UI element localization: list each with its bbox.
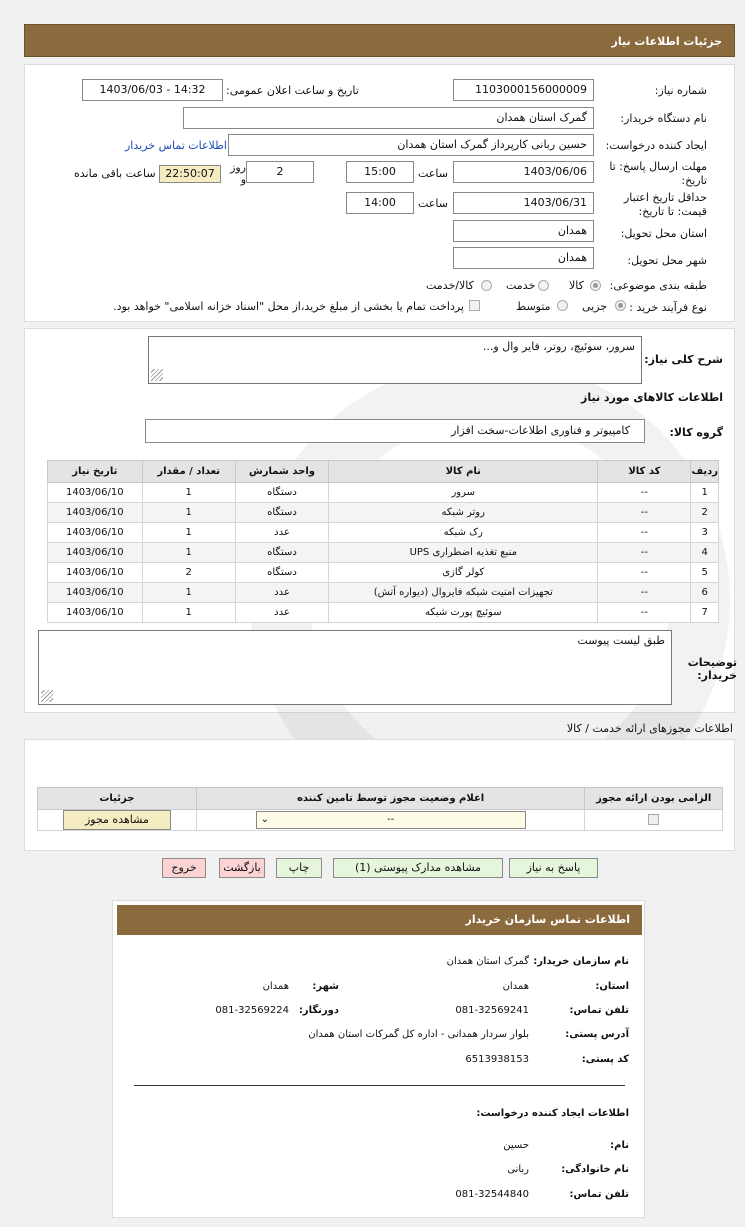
cell-name: تجهیزات امنیت شبکه فایروال (دیواره آتش)	[329, 583, 598, 603]
col-code: کد کالا	[598, 461, 691, 483]
details-cell	[38, 810, 197, 831]
need-number-label: شماره نیاز:	[654, 84, 707, 97]
table-row	[48, 603, 719, 623]
cell-unit: دستگاه	[235, 503, 328, 523]
reply-deadline-label: مهلت ارسال پاسخ: تا تاریخ:	[609, 160, 707, 187]
cell-name: کولر گازی	[329, 563, 598, 583]
permits-table	[37, 787, 723, 831]
print-button[interactable]: چاپ	[276, 858, 322, 878]
table-row	[48, 543, 719, 563]
contact-city-value: همدان	[262, 981, 289, 992]
cell-name: سرور	[329, 483, 598, 503]
family-value: ربانی	[507, 1164, 529, 1175]
description-text: سرور، سوئیچ، روتر، فایر وال و...	[482, 340, 635, 353]
cell-date: 1403/06/10	[48, 583, 143, 603]
status-cell	[196, 810, 585, 831]
cell-name: رک شبکه	[329, 523, 598, 543]
goods-section-title: اطلاعات کالاهای مورد نیاز	[581, 391, 723, 404]
cell-row: 3	[691, 523, 719, 543]
price-time-label: ساعت	[418, 197, 448, 210]
reply-time-label: ساعت	[418, 167, 448, 180]
contact-title: اطلاعات تماس سازمان خریدار	[465, 913, 630, 926]
cell-row: 1	[691, 483, 719, 503]
cell-name: منبع تغذیه اضطراری UPS	[329, 543, 598, 563]
announce-label: تاریخ و ساعت اعلان عمومی:	[226, 84, 359, 97]
reply-time-field[interactable]: 15:00	[346, 161, 414, 183]
category-radio-service[interactable]	[538, 280, 549, 291]
cell-unit: عدد	[235, 523, 328, 543]
buyer-contact-link[interactable]: اطلاعات تماس خریدار	[125, 139, 227, 152]
category-label: طبقه بندی موضوعی:	[609, 279, 707, 292]
buyer-field[interactable]: گمرک استان همدان	[183, 107, 594, 129]
cell-name: روتر شبکه	[329, 503, 598, 523]
province-label: استان محل تحویل:	[620, 227, 707, 240]
cell-date: 1403/06/10	[48, 563, 143, 583]
page-title: جزئیات اطلاعات نیاز	[611, 35, 722, 48]
cell-unit: عدد	[235, 583, 328, 603]
table-row	[48, 583, 719, 603]
postal-label: کد پستی:	[581, 1054, 629, 1065]
treasury-checkbox[interactable]	[469, 300, 480, 311]
table-row	[48, 523, 719, 543]
permit-select-value: --	[387, 814, 395, 825]
contact-header	[117, 905, 642, 935]
category-radio-both[interactable]	[481, 280, 492, 291]
city-label: شهر محل تحویل:	[627, 254, 707, 267]
creator-phone-value: 081-32544840	[455, 1189, 529, 1200]
cell-qty: 1	[142, 583, 235, 603]
reply-button[interactable]: پاسخ به نیاز	[509, 858, 598, 878]
cell-unit: عدد	[235, 603, 328, 623]
cell-date: 1403/06/10	[48, 523, 143, 543]
cell-unit: دستگاه	[235, 543, 328, 563]
cell-code: --	[598, 483, 691, 503]
buyer-notes-label: توضیحات خریدار:	[687, 656, 737, 682]
permits-title: اطلاعات مجوزهای ارائه خدمت / کالا	[566, 722, 733, 735]
process-radio-minor[interactable]	[615, 300, 626, 311]
col-required: الزامی بودن ارائه مجوز	[585, 788, 723, 810]
page-header	[24, 24, 735, 57]
description-label: شرح کلی نیاز:	[644, 353, 723, 366]
buyer-label: نام دستگاه خریدار:	[620, 112, 707, 125]
cell-qty: 1	[142, 483, 235, 503]
cell-code: --	[598, 563, 691, 583]
name-label: نام:	[610, 1140, 629, 1151]
cell-row: 2	[691, 503, 719, 523]
cell-date: 1403/06/10	[48, 483, 143, 503]
chevron-down-icon: ⌄	[260, 814, 269, 825]
cell-unit: دستگاه	[235, 483, 328, 503]
col-details: جزئیات	[38, 788, 197, 810]
need-number-field[interactable]: 1103000156000009	[453, 79, 594, 101]
cell-code: --	[598, 523, 691, 543]
goods-table	[47, 460, 719, 623]
process-option-minor: جزیی	[582, 300, 608, 313]
cell-qty: 1	[142, 503, 235, 523]
goods-table-header	[48, 461, 719, 483]
org-value: گمرک استان همدان	[446, 956, 529, 967]
cell-unit: دستگاه	[235, 563, 328, 583]
cell-row: 4	[691, 543, 719, 563]
cell-code: --	[598, 603, 691, 623]
table-row	[48, 563, 719, 583]
process-label: نوع فرآیند خرید :	[629, 301, 707, 314]
exit-button[interactable]: خروج	[162, 858, 206, 878]
contact-province-value: همدان	[502, 981, 529, 992]
price-time-field[interactable]: 14:00	[346, 192, 414, 214]
col-date: تاریخ نیاز	[48, 461, 143, 483]
cell-date: 1403/06/10	[48, 603, 143, 623]
resize-handle-icon[interactable]	[151, 369, 163, 381]
treasury-note: پرداخت تمام یا بخشی از مبلغ خرید،از محل "اسناد خزانه اسلامی" خواهد بود.	[113, 300, 464, 313]
cell-qty: 1	[142, 543, 235, 563]
cell-row: 6	[691, 583, 719, 603]
address-value: بلوار سردار همدانی - اداره کل گمرکات استان همدان	[308, 1029, 529, 1040]
divider	[134, 1085, 625, 1086]
name-value: حسین	[503, 1140, 529, 1151]
col-qty: تعداد / مقدار	[142, 461, 235, 483]
creator-field[interactable]: حسین ربانی کارپرداز گمرک استان همدان	[228, 134, 594, 156]
category-option-service: خدمت	[506, 279, 536, 292]
view-attachments-button[interactable]: مشاهده مدارک پیوستی (1)	[333, 858, 503, 878]
process-option-medium: متوسط	[516, 300, 551, 313]
cell-row: 5	[691, 563, 719, 583]
description-textarea[interactable]	[148, 336, 642, 384]
price-validity-label: حداقل تاریخ اعتبار قیمت: تا تاریخ:	[623, 191, 707, 218]
required-checkbox[interactable]	[648, 814, 659, 825]
creator-label: ایجاد کننده درخواست:	[605, 139, 707, 152]
phone-label: تلفن تماس:	[569, 1005, 629, 1016]
city-field[interactable]: همدان	[453, 247, 594, 269]
goods-group-label: گروه کالا:	[669, 426, 723, 439]
cell-date: 1403/06/10	[48, 503, 143, 523]
table-row	[48, 503, 719, 523]
permit-status-select[interactable]	[256, 811, 526, 829]
resize-handle-icon[interactable]	[41, 690, 53, 702]
cell-date: 1403/06/10	[48, 543, 143, 563]
buyer-contact-panel	[112, 900, 645, 1218]
creator-section-title: اطلاعات ایجاد کننده درخواست:	[476, 1108, 629, 1119]
cell-code: --	[598, 543, 691, 563]
remaining-label: ساعت باقی مانده	[74, 167, 156, 180]
view-permit-button[interactable]: مشاهده مجوز	[63, 810, 171, 830]
phone-value: 081-32569241	[455, 1005, 529, 1016]
table-row	[48, 483, 719, 503]
reply-date-field[interactable]: 1403/06/06	[453, 161, 594, 183]
goods-group-field[interactable]: کامپیوتر و فناوری اطلاعات-سخت افزار	[145, 419, 645, 443]
family-label: نام خانوادگی:	[561, 1164, 629, 1175]
contact-city-label: شهر:	[312, 981, 339, 992]
remaining-timer: 22:50:07	[159, 165, 221, 183]
province-field[interactable]: همدان	[453, 220, 594, 242]
contact-province-label: استان:	[595, 981, 629, 992]
buyer-notes-textarea[interactable]	[38, 630, 672, 705]
creator-phone-label: تلفن تماس:	[569, 1189, 629, 1200]
cell-name: سوئیچ پورت شبکه	[329, 603, 598, 623]
cell-qty: 1	[142, 603, 235, 623]
announce-field[interactable]: 1403/06/03 - 14:32	[82, 79, 223, 101]
col-status: اعلام وضعیت مجوز توسط تامین کننده	[196, 788, 585, 810]
category-option-both: کالا/خدمت	[426, 279, 474, 292]
cell-row: 7	[691, 603, 719, 623]
price-date-field[interactable]: 1403/06/31	[453, 192, 594, 214]
days-field[interactable]: 2	[246, 161, 314, 183]
fax-value: 081-32569224	[215, 1005, 289, 1016]
cell-code: --	[598, 583, 691, 603]
category-radio-goods[interactable]	[590, 280, 601, 291]
col-name: نام کالا	[329, 461, 598, 483]
cell-qty: 2	[142, 563, 235, 583]
category-option-goods: کالا	[569, 279, 584, 292]
org-label: نام سازمان خریدار:	[533, 956, 629, 967]
address-label: آدرس پستی:	[565, 1029, 629, 1040]
col-row: ردیف	[691, 461, 719, 483]
table-row	[38, 810, 723, 831]
day-label: روز و	[230, 161, 246, 186]
permits-table-header	[38, 788, 723, 810]
cell-code: --	[598, 503, 691, 523]
required-cell	[585, 810, 723, 831]
postal-value: 6513938153	[465, 1054, 529, 1065]
cell-qty: 1	[142, 523, 235, 543]
buyer-notes-text: طبق لیست پیوست	[577, 634, 665, 647]
col-unit: واحد شمارش	[235, 461, 328, 483]
back-button[interactable]: بازگشت	[219, 858, 265, 878]
fax-label: دورنگار:	[298, 1005, 339, 1016]
process-radio-medium[interactable]	[557, 300, 568, 311]
